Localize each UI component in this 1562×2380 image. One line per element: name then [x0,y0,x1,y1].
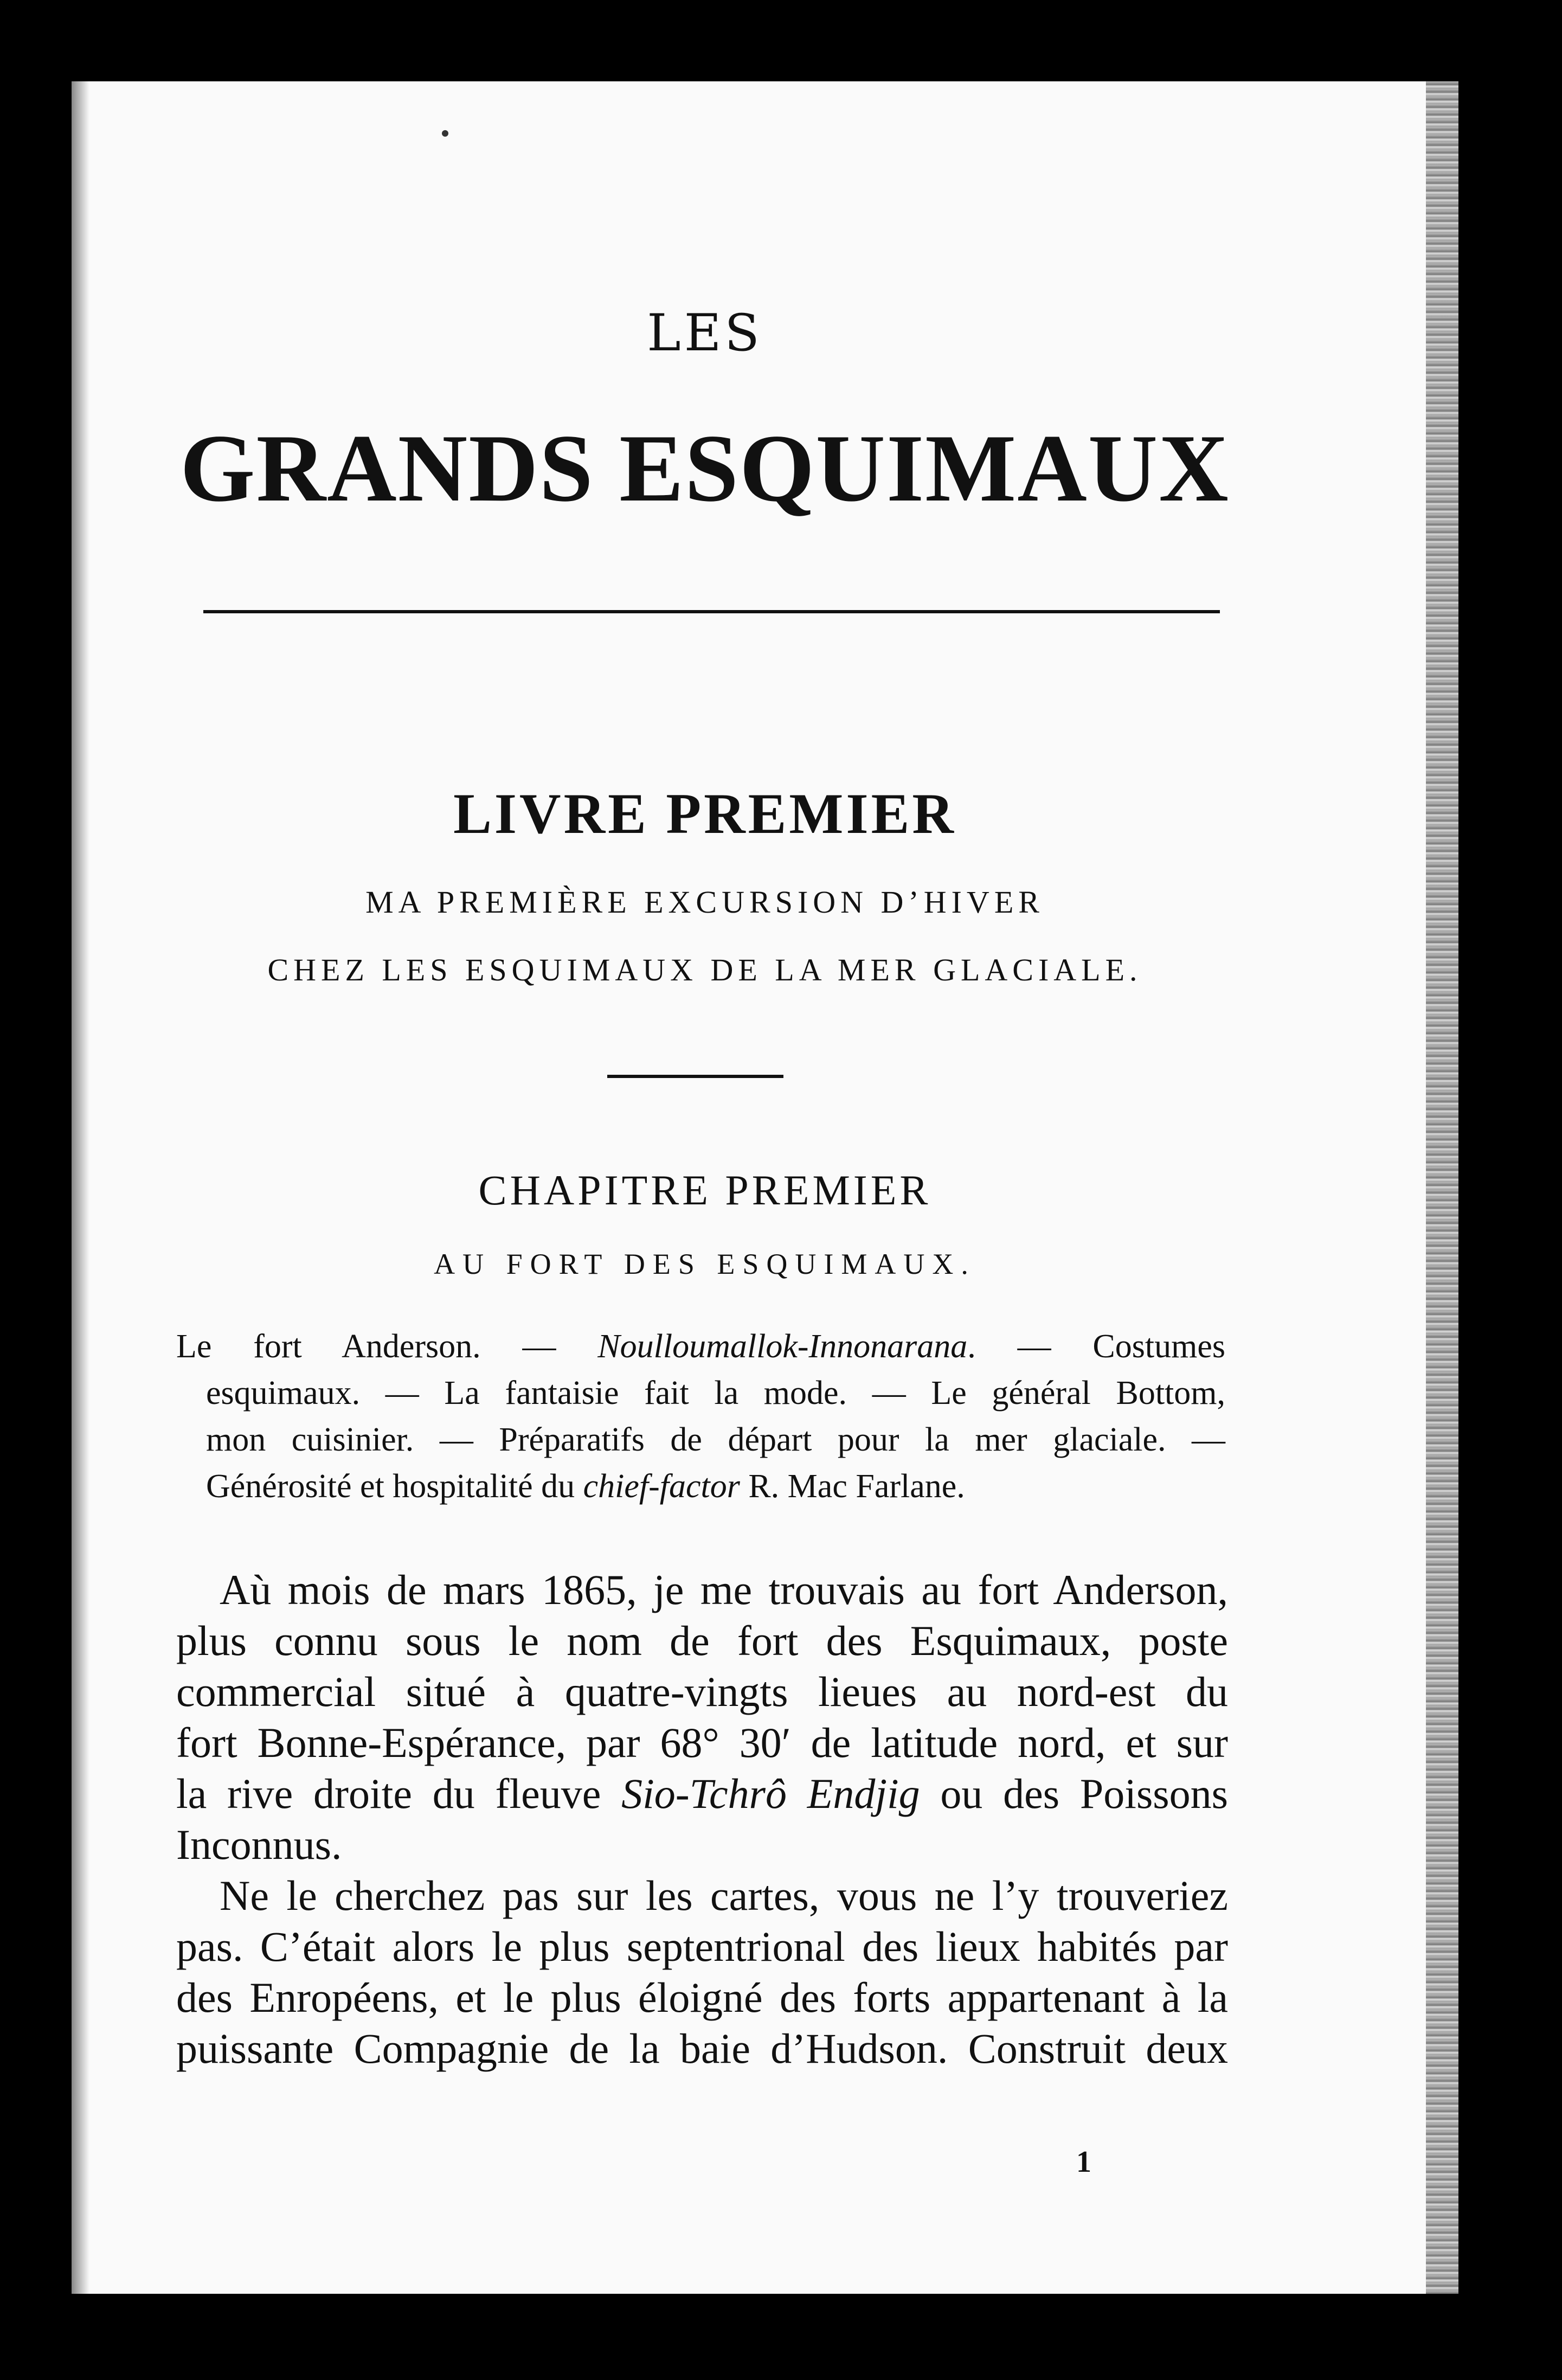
body-italic: Sio-Tchrô Endjig [621,1770,920,1817]
text-line: Ne le cherchez pas sur les cartes, vous ne l’y trouveriez [220,1872,1228,1919]
title-rule [203,610,1220,613]
text-line: puissante Compagnie de la baie d’Hudson. Construit deux [176,2025,1228,2072]
text-line: des Enropéens, et le plus éloigné des forts appartenant à la [176,1974,1228,2021]
book-subtitle-line-1: MA PREMIÈRE EXCURSION D’HIVER [365,884,1044,920]
summary-italic: Noulloumallok-Innonarana [597,1328,968,1365]
series-label: LES [647,304,763,363]
book-title: LIVRE PREMIER [453,782,956,845]
summary-line: mon cuisinier. — Préparatifs de départ pour la mer glaciale. — [206,1421,1225,1458]
chapter-summary [176,1323,1225,1510]
summary-italic: chief-factor [583,1468,740,1505]
speck [442,130,448,137]
text-line: Aù mois de mars 1865, je me trouvais au fort Anderson, [220,1566,1228,1613]
page-edge [1426,81,1458,2294]
text-line: commercial situé à quatre-vingts lieues au nord-est du [176,1668,1228,1715]
chapter-title: CHAPITRE PREMIER [478,1166,931,1214]
text-line: la rive droite du fleuve Sio-Tchrô Endjig ou des Poissons [176,1770,1229,1817]
chapter-subtitle: AU FORT DES ESQUIMAUX. [434,1248,976,1280]
book-subtitle-line-2: CHEZ LES ESQUIMAUX DE LA MER GLACIALE. [267,952,1142,987]
page-number: 1 [1076,2145,1091,2179]
page-title: GRANDS ESQUIMAUX [180,414,1230,522]
section-rule [607,1075,783,1078]
text-line: plus connu sous le nom de fort des Esquimaux, poste [176,1617,1228,1664]
binding-edge [65,81,89,2294]
text-line: Inconnus. [176,1821,342,1868]
summary-line: Le fort Anderson. — Noulloumallok-Innonarana. — Costumes [176,1328,1225,1365]
body-text [176,1564,1228,2074]
text-line: pas. C’était alors le plus septentrional des lieux habités par [176,1923,1228,1970]
summary-line: Générosité et hospitalité du chief-factor R. Mac Farlane. [206,1468,965,1505]
summary-line: esquimaux. — La fantaisie fait la mode. — Le général Bottom, [206,1375,1225,1412]
text-line: fort Bonne-Espérance, par 68° 30′ de latitude nord, et sur [176,1719,1228,1766]
